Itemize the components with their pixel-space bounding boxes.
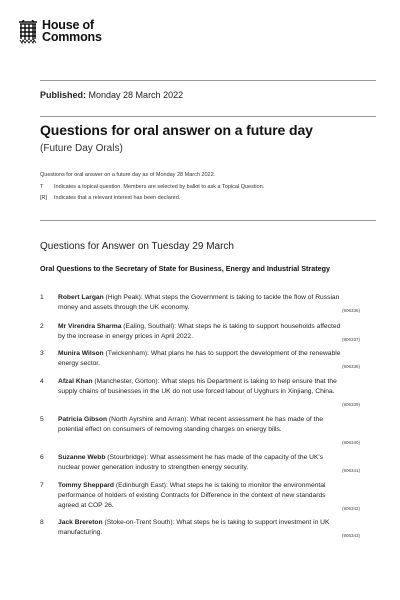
key-text: Indicates a topical question. Members are selected by ballot to ask a Topical Question. — [54, 184, 265, 190]
question-ref: (906338) — [341, 364, 360, 369]
logo-line2: Commons — [42, 30, 102, 44]
member-name: Patricia Gibson — [58, 416, 108, 423]
member-name: Jack Brereton — [58, 519, 103, 526]
published-label: Published: — [40, 90, 87, 100]
page-title: Questions for oral answer on a future day — [40, 122, 313, 138]
question-number: 4 — [40, 378, 44, 385]
published-line — [40, 90, 183, 100]
key-symbol: T — [40, 184, 44, 190]
key-topical — [40, 184, 264, 191]
question-ref: (906336) — [341, 308, 360, 313]
question-text: What steps he is taking to support households affected by the increase in energy prices in April 2022. — [58, 323, 341, 340]
constituency: (Twickenham): — [103, 350, 151, 357]
section-title: Questions for Answer on Tuesday 29 March — [40, 241, 234, 252]
question-item — [40, 453, 360, 473]
question-text: What steps he is taking to support investment in UK manufacturing. — [58, 519, 330, 536]
question-item — [40, 377, 360, 407]
member-name: Suzanne Webb — [58, 454, 106, 461]
constituency: (High Peak): — [103, 294, 145, 301]
question-number: 5 — [40, 416, 44, 423]
question-number: 6 — [40, 454, 44, 461]
key-text: Indicates that a relevant interest has been declared. — [54, 195, 181, 201]
question-number: 8 — [40, 519, 44, 526]
question-item — [40, 293, 360, 313]
member-name: Afzal Khan — [58, 378, 93, 385]
department-heading: Oral Questions to the Secretary of State for Business, Energy and Industrial Strategy — [40, 264, 330, 273]
question-text: What assessment he has made of the capacity of the UK's nuclear power generation industry to strengthen energy security. — [58, 454, 324, 471]
question-ref: (906337) — [341, 337, 360, 342]
logo-line1: House of — [42, 18, 94, 32]
question-number: 2 — [40, 323, 44, 330]
constituency: (Edinburgh East): — [113, 482, 170, 489]
question-text: What steps the Government is taking to tackle the flow of Russian money and assets through the UK economy. — [58, 294, 340, 311]
question-item — [40, 481, 360, 511]
key-symbol: [R] — [40, 195, 48, 201]
constituency: (Ealing, Southall): — [121, 323, 178, 330]
question-item — [40, 322, 360, 342]
member-name: Tommy Sheppard — [58, 482, 114, 489]
question-ref: (906343) — [341, 533, 360, 538]
question-ref: (906341) — [341, 468, 360, 473]
question-ref: (906339) — [341, 402, 360, 407]
constituency: (Stoke-on-Trent South): — [102, 519, 177, 526]
member-name: Munira Wilson — [58, 350, 104, 357]
question-text: What steps he is taking to monitor the environmental performance of holders of existing Contracts for Difference in the context of new standards agreed at COP 26. — [58, 482, 326, 509]
key-relevant-interest — [40, 195, 180, 202]
published-date: Monday 28 March 2022 — [88, 90, 184, 100]
constituency: (North Ayrshire and Arran): — [107, 416, 191, 423]
member-name: Robert Largan — [58, 294, 104, 301]
question-number: 3 — [40, 350, 44, 357]
question-number: 7 — [40, 482, 44, 489]
question-ref: (906342) — [341, 506, 360, 511]
question-ref: (906340) — [341, 440, 360, 445]
question-text: What recent assessment he has made of the potential effect on consumers of removing standing charges on energy bills. — [58, 416, 323, 433]
intro-text: Questions for oral answer on a future day as of Monday 28 March 2022. — [40, 172, 216, 178]
question-item — [40, 415, 360, 445]
divider — [40, 80, 376, 81]
constituency: (Stourbridge): — [105, 454, 151, 461]
question-number: 1 — [40, 294, 44, 301]
question-item — [40, 518, 360, 538]
question-text: What steps his Department is taking to help ensure that the supply chains of businesses in the UK do not use forced labour of Uyghurs in Xinjiang, China. — [58, 378, 337, 395]
question-item — [40, 349, 360, 369]
member-name: Mr Virendra Sharma — [58, 323, 122, 330]
page-subtitle: (Future Day Orals) — [40, 143, 123, 154]
portcullis-icon — [18, 20, 38, 44]
house-of-commons-logo — [18, 19, 102, 44]
question-text: What plans he has to support the development of the renewable energy sector. — [58, 350, 341, 367]
divider — [40, 116, 376, 117]
constituency: (Manchester, Gorton): — [92, 378, 162, 385]
divider — [40, 220, 376, 221]
